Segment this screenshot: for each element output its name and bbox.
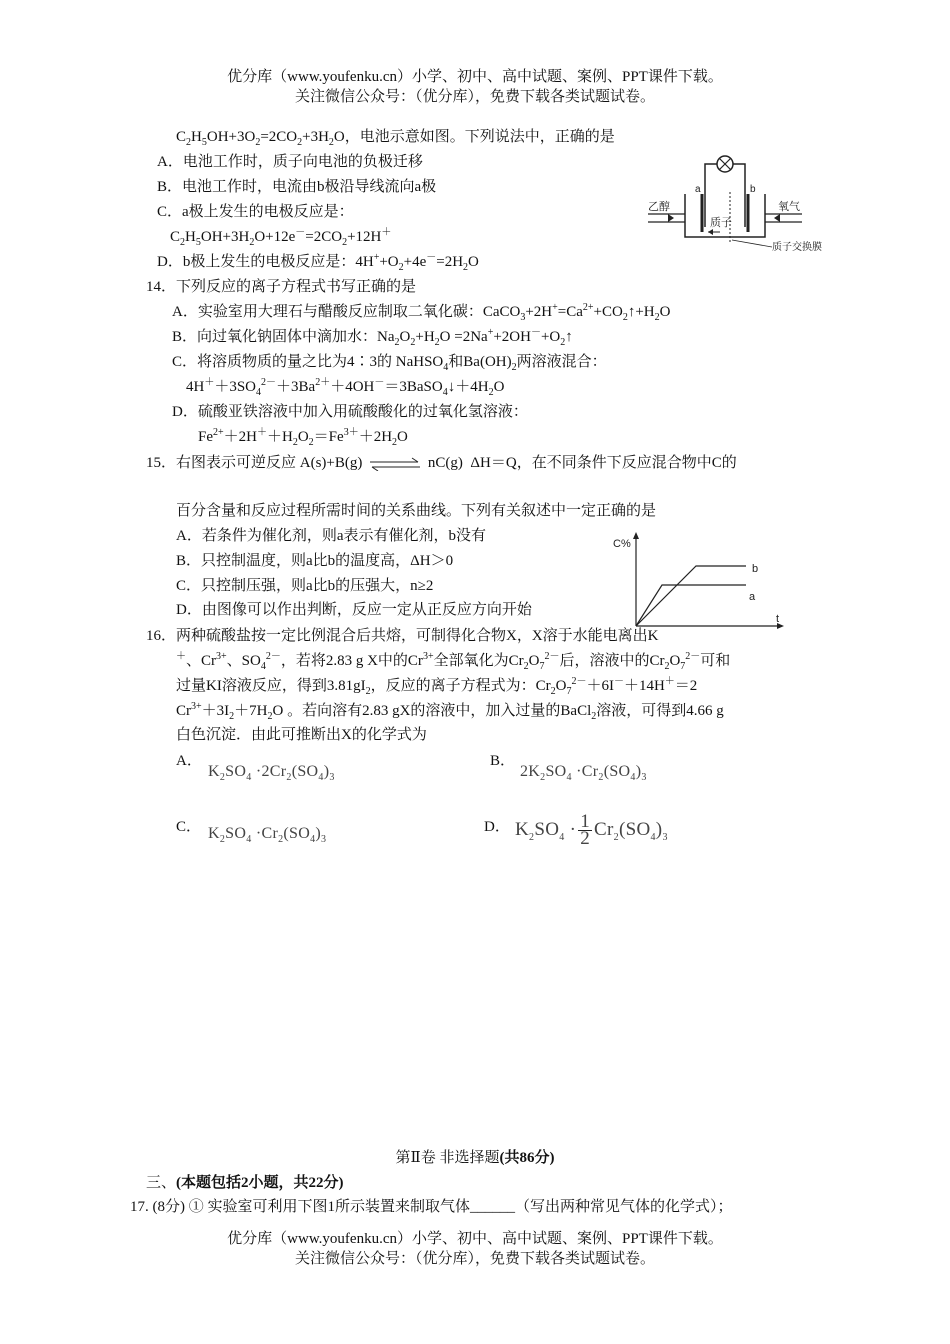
curve-b-label: b — [752, 563, 759, 575]
q16-line-2: ＋、$Cr^{3+}$、$SO_4^{2-}$，若将2.83 g X中的$Cr^{3+}$全部氧化为$Cr_2O_7^{2-}$后，溶液中的$Cr_2O_7^{2-}$可和 — [176, 651, 731, 672]
label-membrane: 质子交换膜 — [772, 242, 822, 252]
q16-option-b-formula: $2K_2SO_4 \cdot Cr_2(SO_4)_3$ — [520, 763, 647, 784]
q15-option-b: B．只控制温度，则a比b的温度高，ΔH＞0 — [176, 553, 454, 569]
equilibrium-arrow-icon — [368, 457, 422, 471]
q16-option-b-label: B． — [490, 753, 516, 769]
label-proton: 质子 — [710, 217, 732, 229]
q13-option-c-equation: $C_2H_5OH+3H_2O+12e^-=2CO_2+12H^+$ — [170, 227, 392, 248]
q14-option-c: C．将溶质物质的量之比为4∶3的 NaHSO$_4$和$Ba(OH)_2$两溶液混合： — [172, 354, 607, 373]
header-line-2: 关注微信公众号：（优分库），免费下载各类试题试卷。 — [294, 89, 655, 105]
q17-text: 17. (8分) ① 实验室可利用下图1所示装置来制取气体______（写出两种常见气体的化学式）； — [130, 1199, 733, 1215]
q16-line-3: 过量KI溶液反应，得到$3.81gI_2$，反应的离子方程式为：$Cr_2O_7^{2-}+6I^-+14H^+=2$ — [176, 676, 698, 697]
q16-option-d-formula: $K_2SO_4$ · $\frac{1}{2}$ $Cr_2(SO_4)_3$ — [515, 811, 668, 850]
x-axis-label: t — [776, 613, 780, 625]
label-b: b — [750, 184, 756, 195]
q16-line-4: $Cr^{3+}+3I_2+7H_2O$ 。若向溶有2.83 gX的溶液中，加入过量的BaCl$_2$溶液，可得到4.66 g — [176, 701, 724, 722]
q13-option-c: C．a极上发生的电极反应是： — [157, 204, 354, 220]
q14-option-d-equation: $Fe^{2+}+2H^++H_2O_2=Fe^{3+}+2H_2O$ — [198, 427, 408, 448]
q13-option-b: B．电池工作时，电流由b极沿导线流向a极 — [157, 179, 437, 195]
q16-option-c-label: C． — [176, 819, 202, 835]
y-axis-label: C% — [613, 538, 631, 550]
q13-reaction: $C_2H_5OH+3O_2=2CO_2+3H_2O$，电池示意如图。下列说法中，正确的是 — [176, 129, 615, 148]
q15-stem-line-1: 15．右图表示可逆反应 A(s)+B(g) nC(g) ΔH＝Q，在不同条件下反应混合物中C的 — [146, 455, 737, 471]
q14-option-a: A．实验室用大理石与醋酸反应制取二氧化碳：$CaCO_3+2H^+=Ca^{2+}+CO_2↑+H_2O$ — [172, 302, 671, 323]
q13-option-a: A．电池工作时，质子向电池的负极迁移 — [157, 154, 423, 170]
q16-option-a-label: A． — [176, 753, 202, 769]
q15-stem-line-2: 百分含量和反应过程所需时间的关系曲线。下列有关叙述中一定正确的是 — [176, 503, 657, 519]
curve-b — [636, 566, 746, 626]
concentration-time-graph — [608, 530, 788, 630]
q15-option-a: A．若条件为催化剂，则a表示有催化剂，b没有 — [176, 528, 486, 544]
label-oxygen: 氧气 — [778, 201, 800, 213]
q16-line-1: 16．两种硫酸盐按一定比例混合后共熔，可制得化合物X，X溶于水能电离出K — [146, 628, 659, 644]
label-ethanol: 乙醇 — [648, 201, 670, 213]
label-a: a — [695, 184, 701, 195]
section-2-title: 第Ⅱ卷 非选择题(共86分) — [395, 1150, 555, 1166]
q14-option-c-equation: $4H^++3SO_4^{2-}+3Ba^{2+}+4OH^-=3BaSO_4↓+4H_2O$ — [186, 377, 505, 398]
footer-line-1: 优分库（www.youfenku.cn）小学、初中、高中试题、案例、PPT课件下载。 — [227, 1231, 723, 1247]
header-line-1: 优分库（www.youfenku.cn）小学、初中、高中试题、案例、PPT课件下载。 — [227, 69, 723, 85]
q16-line-5: 白色沉淀．由此可推断出X的化学式为 — [176, 727, 427, 743]
q14-stem: 14．下列反应的离子方程式书写正确的是 — [146, 279, 417, 295]
q16-option-a-formula: $K_2SO_4 \cdot 2Cr_2(SO_4)_3$ — [208, 763, 335, 784]
curve-a-label: a — [749, 591, 756, 603]
q14-option-d: D．硫酸亚铁溶液中加入用硫酸酸化的过氧化氢溶液： — [172, 404, 528, 420]
q14-option-b: B．向过氧化钠固体中滴加水：$Na_2O_2+H_2O$ $=2Na^++2OH^-+O_2↑$ — [172, 327, 573, 348]
curve-a — [636, 585, 746, 626]
fuel-cell-diagram — [640, 152, 840, 252]
q15-option-c: C．只控制压强，则a比b的压强大，n≥2 — [176, 578, 434, 594]
q16-option-c-formula: $K_2SO_4 \cdot Cr_2(SO_4)_3$ — [208, 825, 327, 846]
footer-line-2: 关注微信公众号：（优分库），免费下载各类试题试卷。 — [294, 1251, 655, 1267]
q13-option-d: D．b极上发生的电极反应是：$4H^++O_2+4e^-=2H_2O$ — [157, 252, 479, 273]
q16-option-d-label: D． — [484, 819, 510, 835]
q15-option-d: D．由图像可以作出判断，反应一定从正反应方向开始 — [176, 602, 532, 618]
part-3-header: 三、(本题包括2小题，共22分) — [146, 1175, 344, 1191]
